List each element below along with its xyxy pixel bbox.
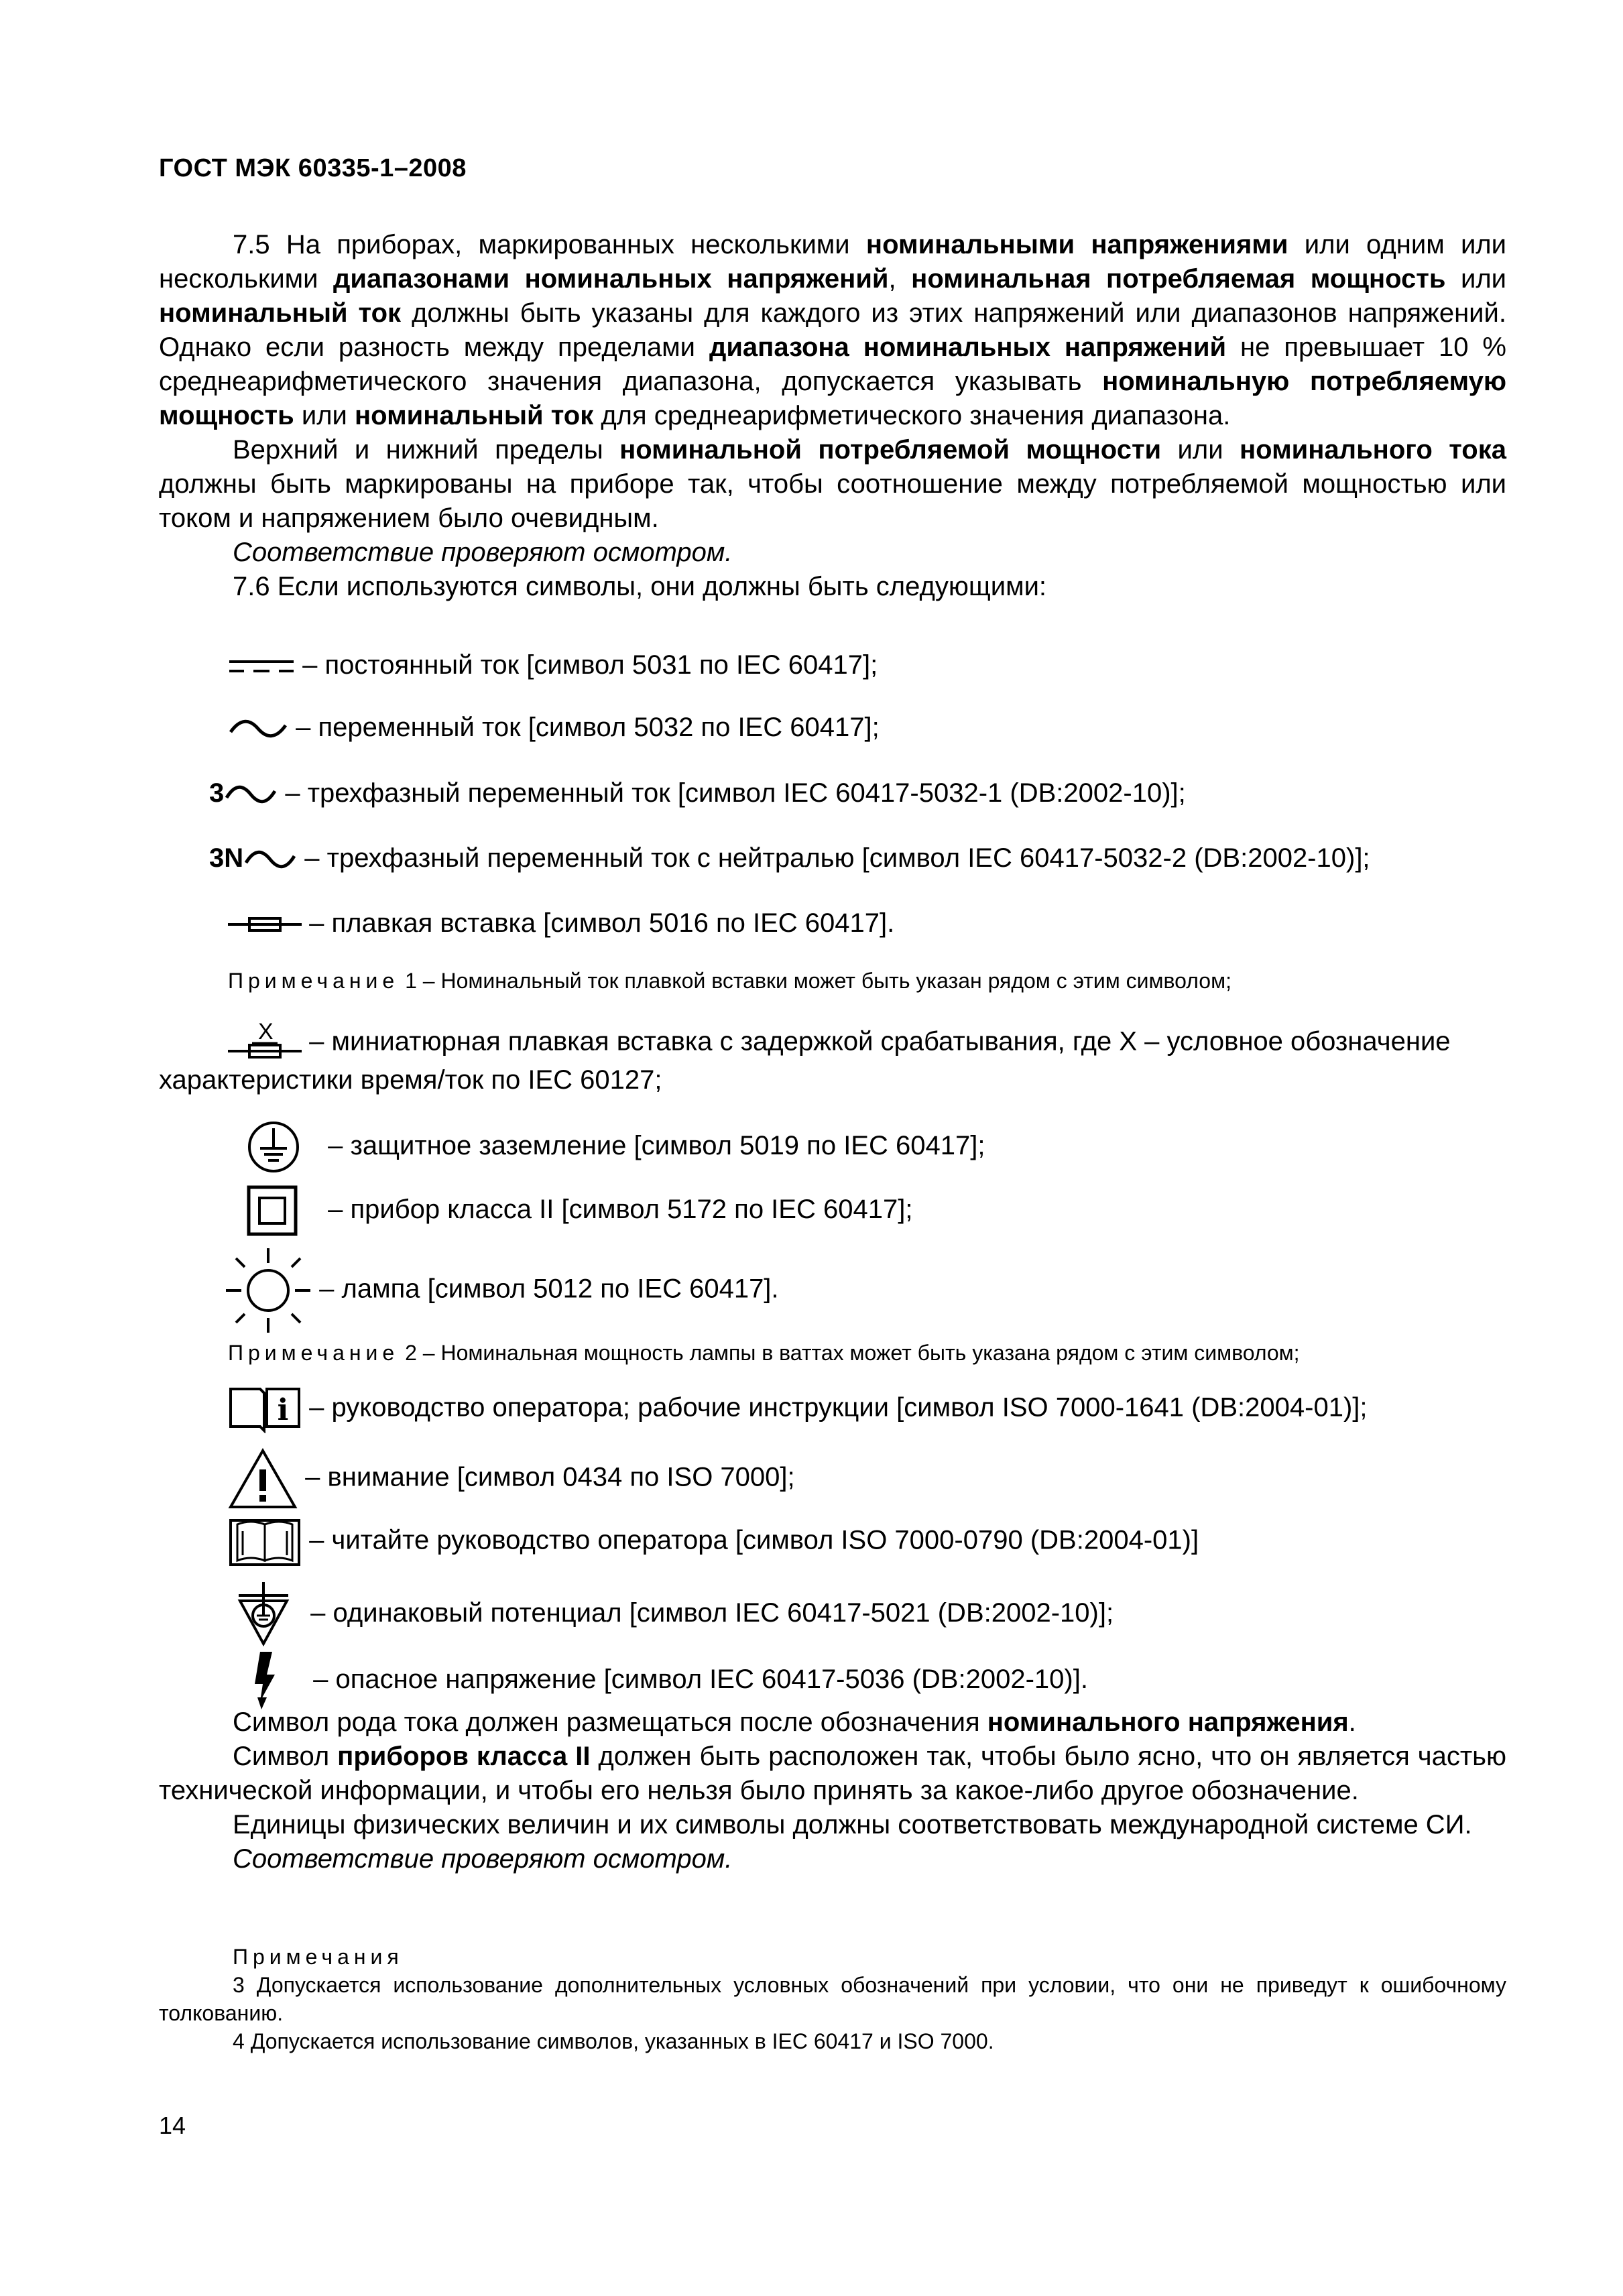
symbol-desc: – трехфазный переменный ток с нейтралью [символ IEC 60417-5032-2 (DB:2002-10)]; [304,843,1370,873]
section-7-5 [159,228,1506,604]
symbol-row-fuse [228,906,894,941]
compliance-7-6: Соответствие проверяют осмотром. [233,1844,733,1874]
text-run: для среднеарифметического значения диапазона. [593,401,1231,430]
symbol-desc: – читайте руководство оператора [символ ISO 7000-0790 (DB:2004-01)] [309,1525,1199,1555]
symbol-row-time-lag-fuse-cont [159,1063,662,1097]
notes-label: Примечания [233,1945,404,1969]
text-run: должны быть маркированы на приборе так, чтобы соотношение между потребляемой мощностью или током и напряжением было очевидным. [159,469,1506,533]
term-rated-voltage-ranges: диапазонами номинальных напряжений [333,264,889,294]
note-text: 1 – Номинальный ток плавкой вставки может быть указан рядом с этим символом; [399,969,1231,993]
symbol-desc: – трехфазный переменный ток [символ IEC 60417-5032-1 (DB:2002-10)]; [285,778,1186,808]
note-4: 4 Допускается использование символов, указанных в IEC 60417 и ISO 7000. [233,2029,994,2053]
symbol-row-protective-earth [247,1120,985,1174]
standard-header: ГОСТ МЭК 60335-1–2008 [159,154,467,182]
text-run: должны быть указаны для каждого из этих напряжений или диапазонов напряжений. Однако если разность между пределами [159,298,1506,362]
caution-icon [228,1448,298,1510]
symbol-row-read-manual [228,1515,1199,1569]
symbol-desc: – внимание [символ 0434 по ISO 7000]; [305,1462,795,1492]
note-label: Примечание [228,969,400,993]
symbol-desc: – лампа [символ 5012 по IEC 60417]. [319,1274,779,1304]
symbol-desc: – защитное заземление [символ 5019 по IEC 60417]; [328,1130,985,1160]
symbol-prefix: 3N [209,843,244,873]
text-run: , [888,264,912,294]
three-phase-icon [224,783,278,806]
term-rated-power-input: номинальную потребляемую мощность [159,367,1506,430]
time-lag-fuse-icon [228,1019,302,1062]
svg-text:i: i [277,1393,289,1427]
compliance-7-5: Соответствие проверяют осмотром. [233,538,733,567]
symbol-row-ac [228,711,880,745]
term-rated-voltage-range: диапазона номинальных напряжений [709,333,1227,362]
symbol-prefix: 3 [209,778,225,808]
term-rated-current: номинальный ток [355,401,594,430]
symbol-desc: – миниатюрная плавкая вставка с задержкой срабатывания, где X – условное обозначение [309,1026,1451,1056]
symbol-row-manual [228,1385,1367,1433]
paragraph-7-5-1 [159,228,1506,433]
text-run: или [1161,435,1240,465]
read-manual-icon [228,1515,302,1569]
text-run: Верхний и нижний пределы [233,435,620,465]
symbol-desc: – плавкая вставка [символ 5016 по IEC 60417]. [309,908,895,938]
class-ii-icon [247,1185,298,1236]
note-2 [228,1341,1300,1366]
symbol-desc: – постоянный ток [символ 5031 по IEC 60417]; [302,650,878,680]
paragraph-current-symbol [159,1705,1506,1740]
text-run: 7.5 На приборах, маркированных несколькими [233,230,866,259]
text-run: не превышает 10 % среднеарифметического значения диапазона, допускается указывать [159,333,1506,396]
symbol-row-time-lag-fuse [228,1019,1451,1062]
note-text: 2 – Номинальная мощность лампы в ваттах может быть указана рядом с этим символом; [399,1341,1300,1365]
symbol-row-caution [228,1448,795,1510]
text-run: или одним или несколькими [159,230,1506,294]
ac-icon [228,717,288,740]
symbol-row-three-phase-neutral [209,841,1370,875]
lamp-icon [225,1247,312,1334]
term-rated-voltages: номинальными напряжениями [865,230,1288,259]
symbol-desc-cont: характеристики время/ток по IEC 60127; [159,1065,662,1095]
term-class-ii: приборов класса II [337,1742,591,1771]
symbol-desc: – переменный ток [символ 5032 по IEC 60417]; [296,713,880,742]
term-rated-current: номинального тока [1240,435,1507,465]
symbol-desc: – одинаковый потенциал [символ IEC 60417-5021 (DB:2002-10)]; [310,1597,1114,1628]
symbol-row-dangerous-voltage [249,1650,1088,1711]
term-rated-voltage: номинального напряжения [987,1707,1349,1737]
text-run: должен быть расположен так, чтобы было ясно, что он является частью технической информации, и чтобы его нельзя было принять за какое-либо другое обозначение. [159,1742,1506,1805]
dc-icon [228,656,295,676]
text-run: или [1445,264,1507,294]
symbol-row-lamp [225,1247,779,1334]
symbol-row-three-phase [209,776,1186,810]
fuse-icon [228,914,302,934]
term-rated-current: номинальный ток [159,298,402,328]
paragraph-7-5-2 [159,433,1506,536]
text-run: Символ [233,1742,338,1771]
symbol-desc: – прибор класса II [символ 5172 по IEC 60417]; [328,1194,913,1224]
text-run: или [294,401,355,430]
dangerous-voltage-icon [249,1650,280,1711]
equipotential-icon [233,1581,294,1648]
note-3: 3 Допускается использование дополнительных условных обозначений при условии, что они не приведут к ошибочному толкованию. [159,1973,1506,2025]
note-label: Примечание [228,1341,400,1365]
symbol-row-class-ii [247,1185,912,1236]
note-1 [228,969,1231,993]
section-7-6-text [159,1705,1506,1876]
symbol-row-equipotential [233,1581,1114,1648]
term-rated-power-input: номинальной потребляемой мощности [619,435,1162,465]
text-run: . [1348,1707,1356,1737]
x-label: X [258,1019,274,1044]
notes-block [159,1943,1506,2055]
manual-info-icon [228,1385,302,1433]
paragraph-class-ii [159,1740,1506,1808]
symbol-row-dc [228,648,878,682]
three-phase-neutral-icon [243,848,297,871]
paragraph-si-units: Единицы физических величин и их символы должны соответствовать международной системе СИ. [233,1810,1472,1839]
protective-earth-icon [247,1120,300,1174]
symbol-desc: – опасное напряжение [символ IEC 60417-5036 (DB:2002-10)]. [313,1664,1088,1694]
intro-7-6: 7.6 Если используются символы, они должны быть следующими: [233,572,1047,601]
text-run: Символ рода тока должен размещаться после обозначения [233,1707,987,1737]
page-number: 14 [159,2112,186,2139]
symbol-desc: – руководство оператора; рабочие инструкции [символ ISO 7000-1641 (DB:2004-01)]; [309,1392,1368,1423]
term-rated-power-input: номинальная потребляемая мощность [911,264,1446,294]
